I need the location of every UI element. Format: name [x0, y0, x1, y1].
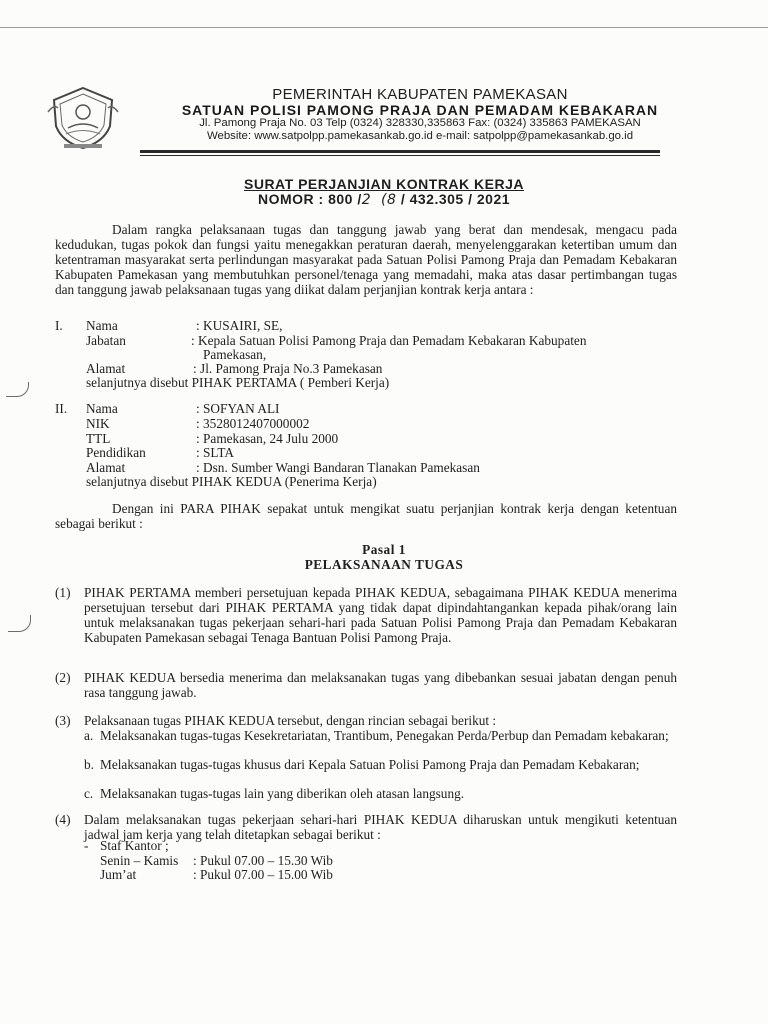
intro-paragraph: Dalam rangka pelaksanaan tugas dan tanggung jawab yang berat dan mendesak, mengacu pada kedudukan, tugas pokok dan fungsi yaitu menegakkan peraturan daerah, menyelenggarakan ketertiban umum dan ketentraman masyarakat serta perlindungan masyarakat pada Satuan Polisi Pamong Praja dan Pemadam Kebakaran Kabupaten Pamekasan yang membutuhkan personel/tenaga yang memadahi, maka atas dasar pertimbangan tugas dan tanggung jawab pelaksanaan tugas yang diikat dalam perjanjian kontrak kerja antara :: [55, 222, 677, 297]
clause-3c-letter: c.: [84, 786, 94, 801]
clause-1: [55, 585, 677, 645]
party2-pendidikan: : SLTA: [196, 445, 234, 460]
schedule-row1-value: : Pukul 07.00 – 15.30 Wib: [193, 853, 333, 868]
clause-3-number: (3): [55, 713, 71, 728]
clause-1-number: (1): [55, 585, 71, 600]
document-number-label: NOMOR :: [257, 191, 324, 207]
clause-3b-letter: b.: [84, 757, 94, 772]
letterhead-rule-thin: [140, 155, 660, 156]
clause-2-number: (2): [55, 670, 71, 685]
clause-2: [55, 670, 677, 700]
party2-alamat-label: Alamat: [86, 460, 126, 475]
pasal-title: PELAKSANAAN TUGAS: [304, 557, 464, 572]
clause-3: [55, 713, 677, 728]
clause-4-text: Dalam melaksanakan tugas pekerjaan sehari-hari PIHAK KEDUA diharuskan untuk mengikuti ketentuan jadwal jam kerja yang telah ditetapkan sebagai berikut :: [84, 812, 677, 842]
party1-jabatan-label: Jabatan: [86, 333, 126, 348]
party1-alamat-label: Alamat: [86, 361, 126, 376]
clause-3a-letter: a.: [84, 728, 94, 743]
party2-ttl-label: TTL: [86, 431, 111, 446]
party2-ttl: : Pamekasan, 24 Julu 2000: [196, 431, 339, 446]
letterhead-government: PEMERINTAH KABUPATEN PAMEKASAN: [272, 86, 568, 103]
schedule-dash: -: [84, 838, 89, 853]
letterhead-website: Website: www.satpolpp.pamekasankab.go.id e-mail: satpolpp@pamekasankab.go.id: [206, 130, 634, 142]
schedule-row2-label: Jum’at: [100, 867, 137, 882]
document-number-prefix: 800 /: [328, 191, 362, 207]
clause-3b: [84, 757, 677, 772]
party1-alamat: : Jl. Pamong Praja No.3 Pamekasan: [193, 361, 383, 376]
letterhead-agency: SATUAN POLISI PAMONG PRAJA DAN PEMADAM KEBAKARAN: [181, 102, 659, 118]
pasal-number: Pasal 1: [362, 542, 406, 557]
party2-name-label: Nama: [86, 401, 118, 416]
party2-note: selanjutnya disebut PIHAK KEDUA (Penerima Kerja): [86, 474, 377, 489]
scan-edge-line: [0, 27, 768, 28]
document-title: SURAT PERJANJIAN KONTRAK KERJA: [244, 176, 524, 192]
party1-number: I.: [55, 318, 63, 333]
clause-3a-text: Melaksanakan tugas-tugas Kesekretariatan, Trantibum, Penegakan Perda/Perbup dan Pemadam kebakaran;: [100, 728, 669, 743]
party2-nik-label: NIK: [86, 416, 110, 431]
letterhead-rule-thick: [140, 150, 660, 153]
schedule-row1-label: Senin – Kamis: [100, 853, 179, 868]
letterhead-address: Jl. Pamong Praja No. 03 Telp (0324) 328330,335863 Fax: (0324) 335863 PAMEKASAN: [199, 117, 641, 129]
party2-name: : SOFYAN ALI: [196, 401, 280, 416]
party2-number: II.: [55, 401, 68, 416]
clause-1-text: PIHAK PERTAMA memberi persetujuan kepada PIHAK KEDUA, sebagaimana PIHAK KEDUA menerima persetujuan tersebut dari PIHAK PERTAMA yang tidak dapat dipindahtangankan kepada pihak/orang lain untuk melaksanakan tugas pekerjaan sehari-hari pada Satuan Polisi Pamong Praja dan Pemadam Kebakaran Kabupaten Pamekasan sebagai Tenaga Bantuan Polisi Pamong Praja.: [84, 585, 677, 645]
party1-note: selanjutnya disebut PIHAK PERTAMA ( Pemberi Kerja): [86, 375, 390, 390]
clause-2-text: PIHAK KEDUA bersedia menerima dan melaksanakan tugas yang dibebankan sesuai jabatan dengan penuh rasa tanggung jawab.: [84, 670, 677, 700]
party2-alamat: : Dsn. Sumber Wangi Bandaran Tlanakan Pamekasan: [196, 460, 480, 475]
party1-jabatan-cont: Pamekasan,: [203, 347, 267, 362]
party1-name-label: Nama: [86, 318, 118, 333]
document-number-handwritten: 2 (8: [361, 192, 397, 208]
party2-nik: : 3528012407000002: [196, 416, 310, 431]
clause-3a: [84, 728, 677, 743]
document-number: [0, 191, 768, 208]
schedule-staf: Staf Kantor ;: [100, 838, 169, 853]
regency-emblem-icon: [44, 82, 122, 152]
clause-3-text: Pelaksanaan tugas PIHAK KEDUA tersebut, dengan rincian sebagai berikut :: [84, 713, 497, 728]
agreement-paragraph: Dengan ini PARA PIHAK sepakat untuk mengikat suatu perjanjian kontrak kerja dengan ketentuan sebagai berikut :: [55, 501, 677, 531]
document-number-suffix: / 432.305 / 2021: [400, 191, 511, 207]
party1-name: : KUSAIRI, SE,: [196, 318, 283, 333]
clause-3c: [84, 786, 677, 801]
schedule-row2-value: : Pukul 07.00 – 15.00 Wib: [193, 867, 333, 882]
clause-3c-text: Melaksanakan tugas-tugas lain yang diberikan oleh atasan langsung.: [100, 786, 465, 801]
party2-pendidikan-label: Pendidikan: [86, 445, 146, 460]
party1-jabatan: : Kepala Satuan Polisi Pamong Praja dan Pemadam Kebakaran Kabupaten: [191, 333, 587, 348]
clause-3b-text: Melaksanakan tugas-tugas khusus dari Kepala Satuan Polisi Pamong Praja dan Pemadam Kebakaran;: [100, 757, 640, 772]
clause-4-number: (4): [55, 812, 71, 827]
